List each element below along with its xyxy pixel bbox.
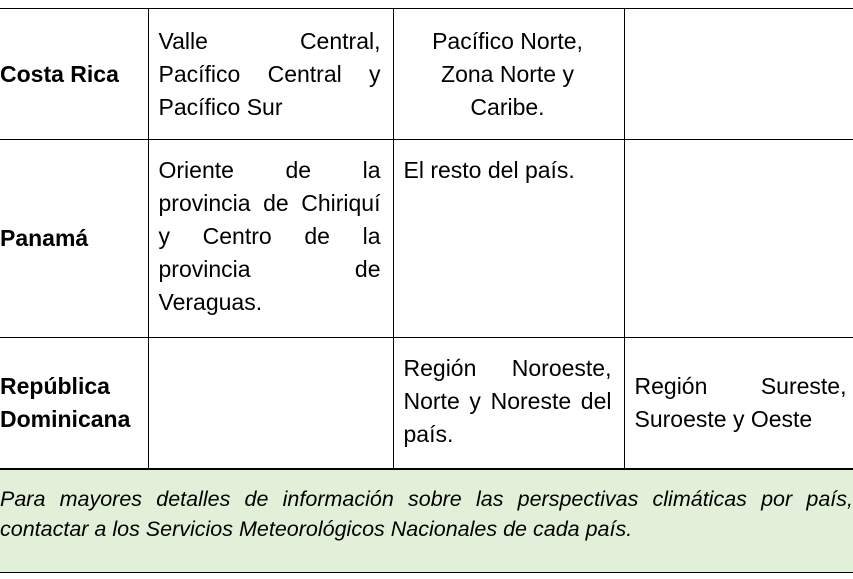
cell-text: Pacífico Norte, Zona Norte y Caribe. [432,28,583,120]
note-box [0,469,853,573]
cell-text [149,338,393,366]
table-cell [148,338,393,469]
table-cell [624,9,853,140]
table-cell [624,338,853,469]
cell-text: Oriente de la provincia de Chiriquí y Centro de la provincia de Veraguas. [158,157,381,315]
cell-text: El resto del país. [403,157,575,183]
table-cell [148,9,393,140]
table-row [0,140,853,338]
table-row [0,338,853,469]
table-row [0,9,853,140]
country-cell [0,338,148,469]
cell-text: Región Sureste, Suroeste y Oeste [634,373,847,432]
table-cell [148,140,393,338]
country-cell [0,140,148,338]
table-cell [393,9,624,140]
country-name: Costa Rica [0,60,119,87]
cell-text [625,9,853,37]
climate-regions-table [0,8,853,469]
country-name: Panamá [0,225,89,251]
note-text: Para mayores detalles de información sobre las perspectivas climáticas por país, contactar a los Servicios Meteorológicos Nacionales de cada país. [0,487,853,541]
country-name: República Dominicana [0,373,131,432]
cell-text: Valle Central, Pacífico Central y Pacífico Sur [158,28,381,120]
table-cell [393,140,624,338]
table-cell [393,338,624,469]
cell-text [625,140,853,168]
country-cell [0,9,148,140]
table-cell [624,140,853,338]
cell-text: Región Noroeste, Norte y Noreste del país. [403,355,612,447]
